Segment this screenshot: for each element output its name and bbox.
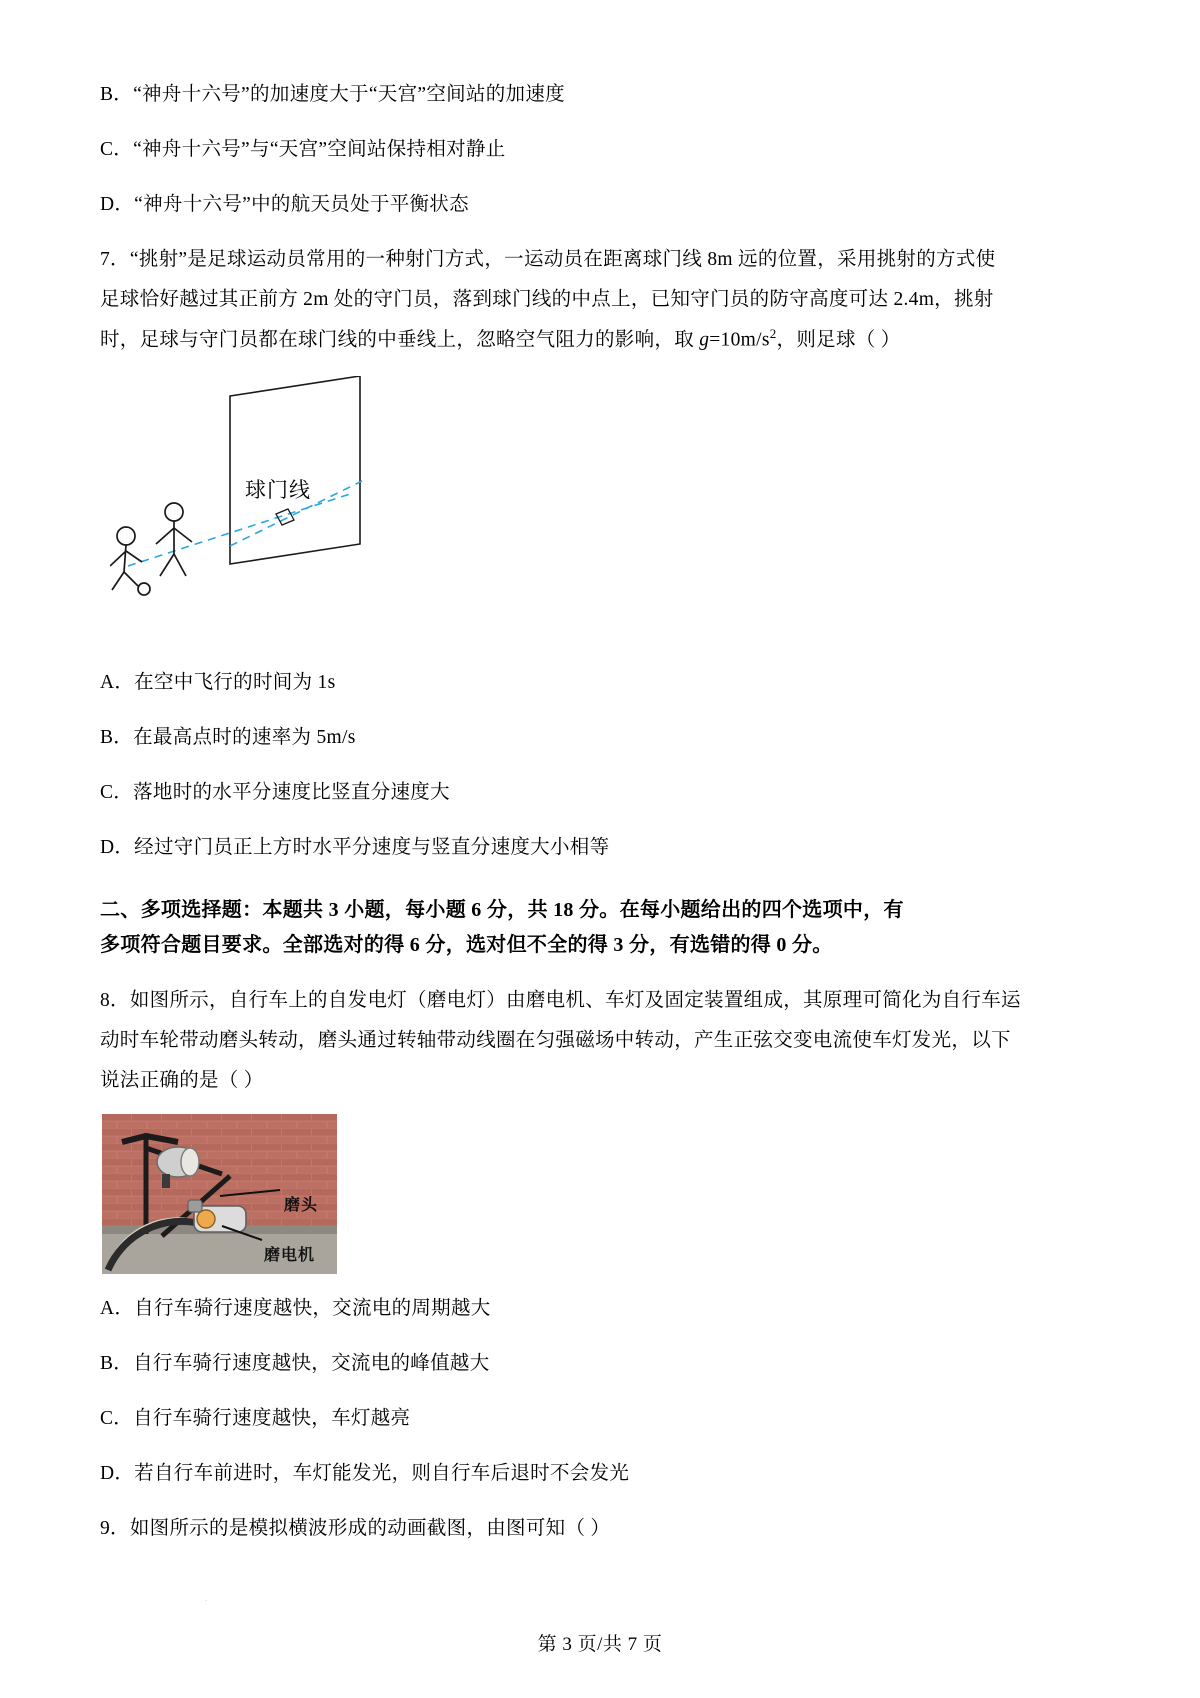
section-2-heading [100, 893, 1100, 964]
figure-goal-line [110, 376, 530, 646]
label-grinding-head: 磨头 [284, 1197, 319, 1215]
option-d-q6: D．“神舟十六号”中的航天员处于平衡状态 [100, 194, 469, 215]
q7-l3-a: 时，足球与守门员都在球门线的中垂线上，忽略空气阻力的影响，取 [100, 329, 700, 351]
dashed-line-1 [128, 494, 350, 566]
page-footer: 第 3 页/共 7 页 [537, 1634, 663, 1655]
goal-line-label: 球门线 [245, 477, 311, 502]
option-c-q8: C．自行车骑行速度越快，车灯越亮 [100, 1408, 411, 1430]
option-d-q7: D．经过守门员正上方时水平分速度与竖直分速度大小相等 [100, 836, 610, 858]
label-dynamo: 磨电机 [264, 1247, 316, 1265]
option-b-q7: B．在最高点时的速率为 5m/s [100, 726, 356, 748]
question-7-line-3 [100, 323, 1100, 358]
option-c-q7: C．落地时的水平分速度比竖直分速度大 [100, 781, 450, 803]
question-7-line-1: 7．“挑射”是足球运动员常用的一种射门方式，一运动员在距离球门线 8m 远的位置，采用挑射的方式使 [100, 249, 996, 270]
option-b-q8: B．自行车骑行速度越快，交流电的峰值越大 [100, 1353, 490, 1375]
question-8 [100, 984, 1100, 1485]
q7-l3-b: =10m/s [709, 329, 770, 351]
option-c-q6: C．“神舟十六号”与“天宫”空间站保持相对静止 [100, 139, 506, 160]
question-7 [100, 243, 1100, 859]
question-8-line-1: 8．如图所示，自行车上的自发电灯（磨电灯）由磨电机、车灯及固定装置组成，其原理可简化为自行车运 [100, 990, 1021, 1012]
option-a-q7: A．在空中飞行的时间为 1s [100, 671, 336, 693]
option-a-q8: A．自行车骑行速度越快，交流电的周期越大 [100, 1298, 491, 1320]
q7-gravity-symbol: g [699, 329, 710, 351]
question-9 [100, 1512, 1100, 1546]
goal-line-svg [110, 376, 530, 646]
question-9-line-1: 9．如图所示的是模拟横波形成的动画截图，由图可知（ ） [100, 1518, 611, 1540]
q7-l3-c: ，则足球（ ） [776, 329, 901, 351]
option-b-q6: B．“神舟十六号”的加速度大于“天宫”空间站的加速度 [100, 84, 565, 105]
section-2-heading-line-2: 多项符合题目要求。全部选对的得 6 分，选对但不全的得 3 分，有选错的得 0 分。 [100, 934, 833, 957]
figure-bicycle-dynamo [102, 1114, 337, 1274]
section-2-heading-line-1: 二、多项选择题：本题共 3 小题，每小题 6 分，共 18 分。在每小题给出的四个选项中，有 [100, 898, 904, 921]
goal-frame [230, 376, 360, 564]
option-d-q8: D．若自行车前进时，车灯能发光，则自行车后退时不会发光 [100, 1463, 630, 1485]
question-7-line-2: 足球恰好越过其正前方 2m 处的守门员，落到球门线的中点上，已知守门员的防守高度可达 2.4m，挑射 [100, 289, 994, 311]
stick-figure-goalkeeper [156, 503, 192, 576]
page-watermark: . [205, 1593, 209, 1603]
question-8-line-2: 动时车轮带动磨头转动，磨头通过转轴带动线圈在匀强磁场中转动，产生正弦交变电流使车灯发光，以下 [100, 1030, 1011, 1052]
question-8-line-3: 说法正确的是（ ） [100, 1070, 264, 1092]
q7-l3-sup: 2 [769, 326, 777, 342]
